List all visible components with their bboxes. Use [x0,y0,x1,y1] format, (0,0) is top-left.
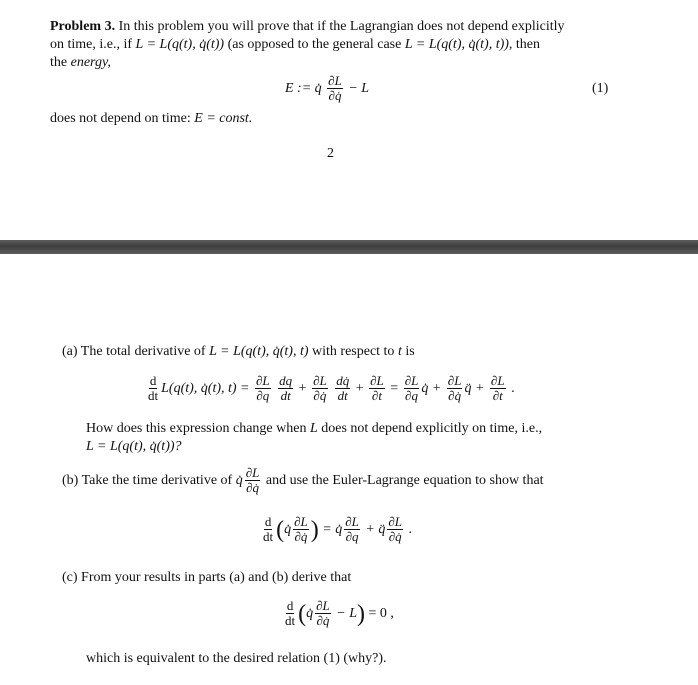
part-b-label: (b) [62,473,79,488]
part-c-text: From your results in parts (a) and (b) derive that [81,570,352,585]
eq-b-frac1: $\frac{\partial L}{\partial q̇}$ [294,514,308,545]
part-c-equation [282,596,394,632]
part-a-var: t [397,344,402,359]
conclusion-text: does not depend on time: [50,111,191,126]
frac-7: $\frac{\partial L}{\partial q̇}$ [447,373,462,404]
part-b-line [62,463,544,499]
conclusion-eq: E = const. [194,111,253,126]
part-a-L: L(q(t), q̇(t), t) = [161,381,250,396]
part-c-label: (c) [62,570,78,585]
frac-4: $\frac{dq̇}{dt}$ [336,373,350,404]
part-b-frac: $\frac{\partial L}{\partial q̇}$ [245,465,260,496]
frac-6: $\frac{\partial L}{\partial q}$ [404,373,419,404]
part-a-text2: with respect to [312,344,395,359]
part-a-line [62,343,415,360]
intro-text-2a: on time, i.e., if [50,37,133,52]
part-c-line [62,569,351,586]
eq-b-qdot: q̇ [284,522,292,537]
frac-2: $\frac{dq}{dt}$ [279,373,293,404]
eq-b-plus: + q̈ [365,522,386,537]
question-text-2: does not depend explicitly on time, i.e., [321,421,543,436]
part-a-text3: is [405,344,415,359]
eq-b-mid: = q̇ [322,522,343,537]
part-a-text: The total derivative of [80,344,206,359]
right-paren-c: ) [357,600,366,627]
eq-c-qdot: q̇ [306,606,314,621]
intro-text-2b: (as opposed to the general case [227,37,402,52]
intro-eq-2: L = L(q(t), q̇(t), t)), [404,37,513,52]
part-a-question-line-1 [86,420,542,437]
left-paren-b: ( [276,516,285,543]
equation-number: (1) [592,81,609,96]
question-text-1: How does this expression change when [86,421,307,436]
period-a: . [511,381,515,396]
part-a-eq: L = L(q(t), q̇(t), t) [209,344,309,359]
page-number: 2 [327,146,334,161]
period-b: . [408,522,412,537]
eq-b-frac3: $\frac{\partial L}{\partial q̇}$ [388,514,402,545]
conclusion-line [50,110,252,127]
energy-frac-den: ∂q̇ [328,88,342,104]
part-a-label: (a) [62,344,78,359]
intro-text-1: In this problem you will prove that if the Lagrangian does not depend explicitly [118,19,565,34]
intro-line-1 [50,18,565,35]
frac-8: $\frac{\partial L}{\partial t}$ [490,373,505,404]
total-derivative-operator [147,374,159,403]
question-text-3: L = L(q(t), q̇(t))? [86,439,182,454]
part-a-equation [145,372,515,406]
eq-c-minus-L: − L [336,606,358,621]
intro-emph-energy: energy, [70,55,111,70]
equals-sign: = [390,381,399,396]
intro-line-2 [50,36,540,53]
frac-5: $\frac{\partial L}{\partial t}$ [370,373,384,404]
eq-c-end: = 0 , [368,606,394,621]
d-num: d [149,373,157,389]
dt-den: dt [148,388,159,404]
question-L: L [309,421,318,436]
plus-2: + [355,381,364,396]
qdot-term: q̇ + [421,381,442,396]
part-b-equation [260,512,412,548]
energy-lhs: E := q̇ [285,81,322,96]
qddot-term: q̈ + [464,381,485,396]
problem-heading: Problem 3. [50,19,116,34]
part-b-text1: Take the time derivative of [81,473,233,488]
energy-rhs: − L [348,81,370,96]
intro-eq-1: L = L(q(t), q̇(t)) [135,37,225,52]
part-b-text2: and use the Euler-Lagrange equation to show that [265,473,544,488]
part-c-operator: $\frac{d}{dt}$ [285,598,296,629]
intro-text-2c: then [515,37,541,52]
intro-text-3a: the [50,55,68,70]
right-paren-b: ) [310,516,319,543]
part-a-question-line-2 [86,438,182,455]
part-b-qdot: q̇ [235,473,243,488]
energy-equation [285,74,369,104]
plus-1: + [298,381,307,396]
page-separator [0,240,698,254]
energy-fraction [327,74,343,103]
eq-c-frac: $\frac{\partial L}{\partial q̇}$ [316,598,330,629]
left-paren-c: ( [298,600,307,627]
part-b-operator: $\frac{d}{dt}$ [263,514,274,545]
frac-3: $\frac{\partial L}{\partial q̇}$ [313,373,327,404]
intro-line-3 [50,54,111,71]
eq-b-frac2: $\frac{\partial L}{\partial q}$ [345,514,359,545]
frac-1: $\frac{\partial L}{\partial q}$ [256,373,270,404]
closing-line: which is equivalent to the desired relation (1) (why?). [86,651,387,666]
energy-frac-num: ∂L [328,73,342,89]
